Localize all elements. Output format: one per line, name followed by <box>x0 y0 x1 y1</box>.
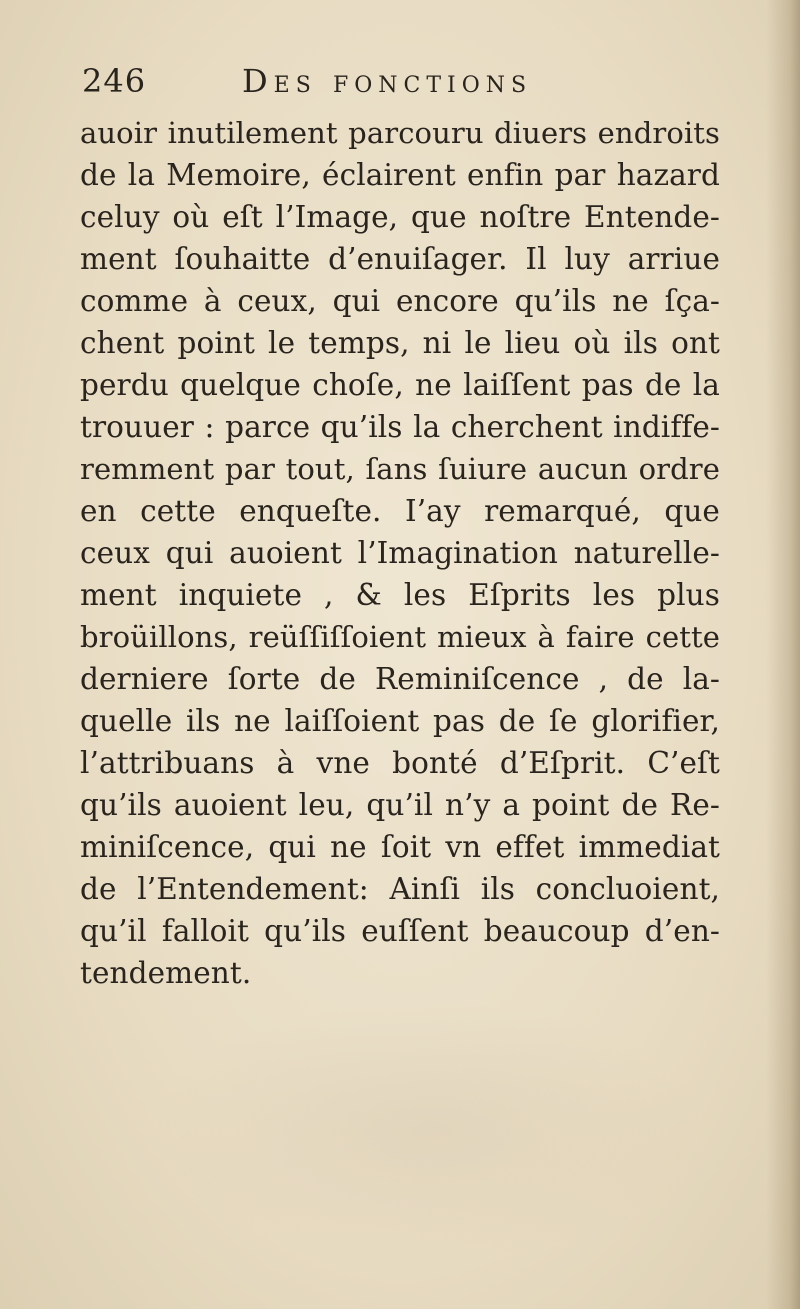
text-line: comme à ceux, qui encore qu’ils ne ſça- <box>80 284 720 318</box>
text-line: miniſcence, qui ne ſoit vn effet immediat <box>80 830 720 864</box>
text-line: ment inquiete , & les Eſprits les plus <box>80 578 720 612</box>
spine-shadow <box>766 0 800 1309</box>
text-line: perdu quelque choſe, ne laiſſent pas de la <box>80 368 720 402</box>
text-line: auoir inutilement parcouru diuers endroits <box>80 116 720 150</box>
show-through-bleed <box>150 1000 710 1260</box>
text-line: de la Memoire, éclairent enfin par hazard <box>80 158 720 192</box>
text-line: celuy où eſt l’Image, que noſtre Entende- <box>80 200 720 234</box>
text-line: qu’ils auoient leu, qu’il n’y a point de Re- <box>80 788 720 822</box>
text-line: qu’il falloit qu’ils euſſent beaucoup d’en- <box>80 914 720 948</box>
text-line: quelle ils ne laiſſoient pas de ſe glorifier, <box>80 704 720 738</box>
text-line: en cette enqueſte. I’ay remarqué, que <box>80 494 720 528</box>
text-line: remment par tout, ſans ſuiure aucun ordre <box>80 452 720 486</box>
text-line: de l’Entendement: Ainſi ils concluoient, <box>80 872 720 906</box>
text-line: ment ſouhaitte d’enuiſager. Il luy arriue <box>80 242 720 276</box>
text-line: chent point le temps, ni le lieu où ils ont <box>80 326 720 360</box>
text-line: l’attribuans à vne bonté d’Eſprit. C’eſt <box>80 746 720 780</box>
body-text <box>80 112 720 994</box>
running-head: Des fonctions <box>242 62 533 100</box>
text-line-last: tendement. <box>80 956 252 990</box>
text-line: broüillons, reüſſiſſoient mieux à faire cette <box>80 620 720 654</box>
text-line: derniere ſorte de Reminiſcence , de la- <box>80 662 720 696</box>
text-line: trouuer : parce qu’ils la cherchent indiffe- <box>80 410 720 444</box>
page-number: 246 <box>82 62 147 100</box>
page-header <box>82 62 722 108</box>
text-line: ceux qui auoient l’Imagination naturelle- <box>80 536 720 570</box>
